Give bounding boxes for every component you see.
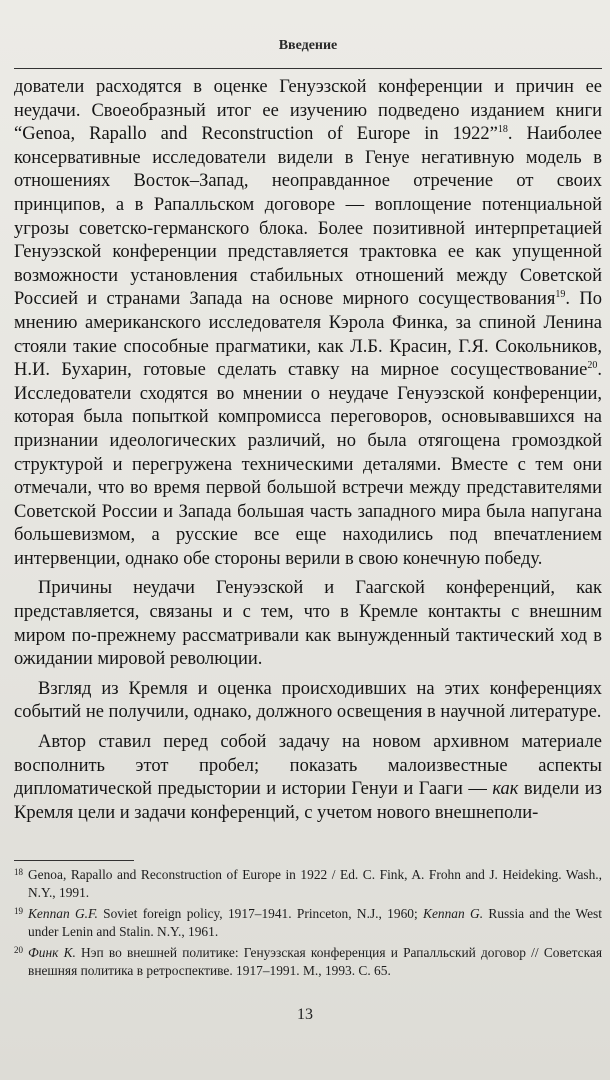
running-header bbox=[14, 38, 602, 69]
paragraph-1: дователи расходятся в оценке Генуэзской конференции и причин ее неудачи. Своеобразный итог ее изучению подведено изданием книги “Genoa, Rapallo and Reconstruction of Europe in 1922”$^{18}$. Наиболее консервативные исследователи видели в Генуе негативную модель в отношениях Восток–Запад, неоправданное отречение от своих принципов, а в Рапалльском договоре — воплощение потенциальной угрозы советско-германского блока. Более позитивной интерпретацией Генуэзской конференции представляется трактовка ее как упущенной возможности установления стабильных отношений между Советской Россией и странами Запада на основе мирного сосуществования$^{19}$. По мнению американского исследователя Кэрола Финка, за спиной Ленина стояли такие способные прагматики, как Л.Б. Красин, Г.Я. Сокольников, Н.И. Бухарин, готовые сделать ставку на мирное сосуществование$^{20}$. Исследователи сходятся во мнении о неудаче Генуэзской конференции, которая была попыткой компромисса переговоров, основывавшихся на признании идеологических различий, но была отягощена громоздкой структурой и перегружена техническими деталями. Вместе с тем они отмечали, что во время первой большой встречи между представителями Советской России и Запада большая часть западного мира была напугана большевизмом, а русские все еще находились под впечатлением интервенции, однако обе стороны верили в свою конечную победу. bbox=[14, 77, 602, 569]
footnote-19: 19 Kennan G.F. Soviet foreign policy, 1917–1941. Princeton, N.J., 1960; Kennan G. Russia and the West under Lenin and Stalin. N.Y., 1961. bbox=[14, 906, 602, 939]
paragraph-4: Автор ставил перед собой задачу на новом архивном материале восполнить этот пробел; показать малоизвестные аспекты дипломатической предыстории и истории Генуи и Гааги — как видели из Кремля цели и задачи конференций, с учетом нового внешнеполи- bbox=[14, 732, 602, 823]
footnote-ref-20: 20 bbox=[587, 359, 598, 371]
footnote-20: 20 Финк К. Нэп во внешней политике: Генуэзская конференция и Рапалльский договор // Советская внешняя политика в ретроспективе. 1917–1991. М., 1993. С. 65. bbox=[14, 945, 602, 978]
footnote-ref-19: 19 bbox=[555, 289, 566, 301]
footnotes bbox=[14, 866, 602, 983]
paragraph-3: Взгляд из Кремля и оценка происходивших на этих конференциях событий не получили, однако, должного освещения в научной литературе. bbox=[14, 678, 602, 723]
header-title: Введение bbox=[278, 38, 338, 53]
main-text bbox=[14, 76, 602, 825]
footnote-divider bbox=[14, 860, 134, 861]
paragraph-2: Причины неудачи Генуэзской и Гаагской конференций, как представляется, связаны и с тем, что в Кремле контакты с внешним миром по-прежнему рассматривали как вынужденный тактический ход в ожидании мировой революции. bbox=[14, 578, 602, 670]
page-number: 13 bbox=[297, 1006, 313, 1023]
footnote-ref-18: 18 bbox=[497, 124, 508, 136]
footnote-18: 18 Genoa, Rapallo and Reconstruction of Europe in 1922 / Ed. C. Fink, A. Frohn and J. Heideking. Wash., N.Y., 1991. bbox=[14, 867, 602, 900]
emphasis: как bbox=[492, 779, 519, 800]
